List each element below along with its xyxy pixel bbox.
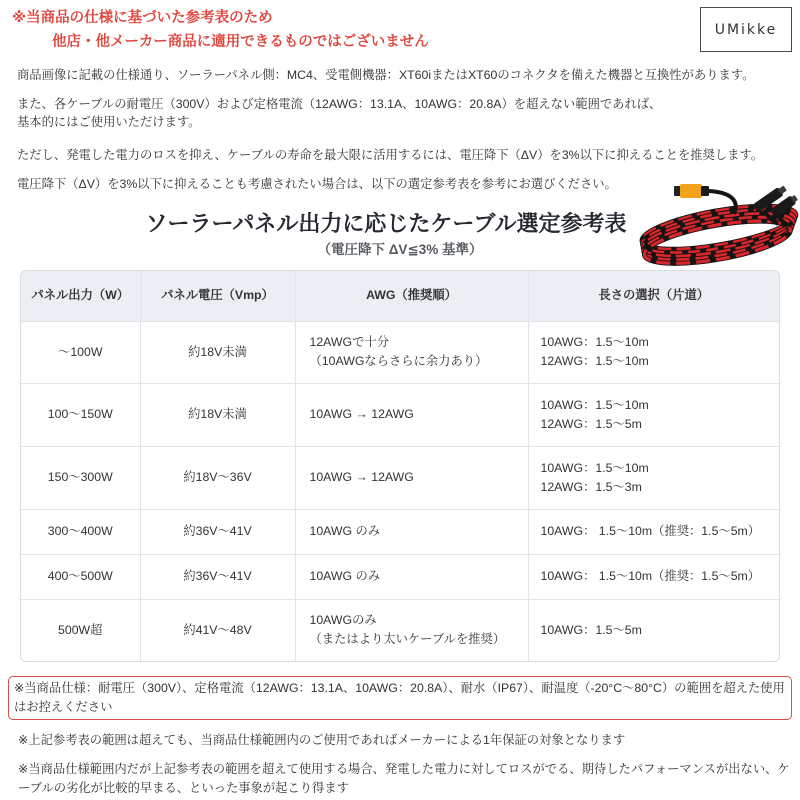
brand-logo	[700, 7, 792, 52]
table-title: ソーラーパネル出力に応じたケーブル選定参考表	[145, 211, 627, 236]
table-row	[21, 509, 779, 554]
cell-awg	[295, 509, 528, 554]
table-row	[21, 446, 779, 509]
cell-awg	[295, 554, 528, 599]
cell-panel-output: 500W超	[21, 599, 140, 661]
coiled-cable-icon	[618, 176, 800, 268]
cell-awg	[295, 321, 528, 383]
length-line: 10AWG： 1.5～10m（推奨：1.5～5m）	[540, 569, 761, 583]
awg-line: 10AWG のみ	[309, 524, 381, 538]
length-line: 12AWG：1.5～5m	[540, 416, 642, 431]
cell-panel-voltage: 約36V～41V	[140, 554, 295, 599]
cell-panel-output: 400～500W	[21, 554, 140, 599]
cell-awg	[295, 599, 528, 661]
awg-line: （10AWGならさらに余力あり）	[309, 354, 488, 368]
intro-paragraph-recommendation: ただし、発電した電力のロスを抑え、ケーブルの寿命を最大限に活用するには、電圧降下（ΔV）を3%以下に抑えることを推奨します。	[17, 148, 764, 162]
cell-panel-output: 150～300W	[21, 446, 140, 509]
cell-panel-output: ～100W	[21, 321, 140, 383]
cell-panel-voltage: 約18V未満	[140, 383, 295, 446]
cell-length	[528, 554, 779, 599]
spec-and-footnotes	[8, 676, 792, 798]
length-line: 12AWG：1.5～3m	[540, 479, 642, 494]
footnote-performance: ※当商品仕様範囲内だが上記参考表の範囲を超えて使用する場合、発電した電力に対してロスがでる、期待したパフォーマンスが出ない、ケーブルの劣化が比較的早まる、といった事象が起こり得ます	[18, 762, 790, 795]
awg-line: （またはより太いケーブルを推奨）	[309, 632, 506, 647]
cell-length	[528, 446, 779, 509]
intro-ratings-line-2: 基本的にはご使用いただけます。	[17, 115, 201, 129]
cell-length	[528, 509, 779, 554]
intro-ratings-line-1: また、各ケーブルの耐電圧（300V）および定格電流（12AWG：13.1A、10AWG：20.8A）を超えない範囲であれば、	[17, 97, 662, 111]
awg-line: 10AWG のみ	[309, 569, 381, 583]
cable-selection-table	[20, 270, 780, 662]
length-line: 12AWG：1.5～10m	[540, 354, 649, 368]
table-row	[21, 383, 779, 446]
cell-panel-voltage: 約18V未満	[140, 321, 295, 383]
cell-panel-output: 300～400W	[21, 509, 140, 554]
intro-paragraph-guide: 電圧降下（ΔV）を3%以下に抑えることも考慮されたい場合は、以下の選定参考表を参考にお選びください。	[17, 177, 617, 191]
table-row	[21, 554, 779, 599]
cell-length	[528, 599, 779, 661]
awg-line: 12AWGで十分	[309, 335, 389, 349]
notice-line-1: ※当商品の仕様に基づいた参考表のため	[12, 10, 273, 26]
cell-panel-voltage: 約41V～48V	[140, 599, 295, 661]
spec-warning-box: ※当商品仕様：耐電圧（300V）、定格電流（12AWG：13.1A、10AWG：20.8A）、耐水（IP67）、耐温度（-20°C～80°C）の範囲を超えた使用はお控えください	[8, 676, 792, 720]
length-line: 10AWG：1.5～5m	[540, 622, 642, 637]
cell-length	[528, 383, 779, 446]
cell-awg	[295, 383, 528, 446]
header-panel-output: パネル出力（W）	[21, 271, 140, 321]
length-line: 10AWG：1.5～10m	[540, 335, 649, 349]
table-row	[21, 599, 779, 661]
length-line: 10AWG： 1.5～10m（推奨：1.5～5m）	[540, 524, 761, 538]
footnote-warranty: ※上記参考表の範囲は超えても、当商品仕様範囲内のご使用であればメーカーによる1年保証の対象となります	[18, 733, 626, 747]
cell-length	[528, 321, 779, 383]
cell-awg	[295, 446, 528, 509]
header-panel-voltage: パネル電圧（Vmp）	[140, 271, 295, 321]
table-row	[21, 321, 779, 383]
brand-logo-text: UMikke	[714, 21, 778, 38]
intro-paragraph-compatibility: 商品画像に記載の仕様通り、ソーラーパネル側：MC4、受電側機器：XT60iまたはXT60のコネクタを備えた機器と互換性があります。	[17, 68, 755, 82]
header-length: 長さの選択（片道）	[528, 271, 779, 321]
awg-line: 10AWG → 12AWG	[309, 407, 414, 421]
awg-line: 10AWG → 12AWG	[309, 470, 414, 484]
intro-paragraph-ratings	[17, 95, 790, 131]
awg-line: 10AWGのみ	[309, 613, 377, 628]
cell-panel-output: 100～150W	[21, 383, 140, 446]
table-subtitle: （電圧降下 ΔV≦3% 基準）	[317, 242, 483, 257]
header-awg: AWG（推奨順）	[295, 271, 528, 321]
cell-panel-voltage: 約18V～36V	[140, 446, 295, 509]
table-header-row	[21, 271, 779, 321]
length-line: 10AWG：1.5～10m	[540, 397, 649, 412]
cell-panel-voltage: 約36V～41V	[140, 509, 295, 554]
length-line: 10AWG：1.5～10m	[540, 460, 649, 475]
notice-line-2: 他店・他メーカー商品に適用できるものではございません	[52, 34, 429, 50]
